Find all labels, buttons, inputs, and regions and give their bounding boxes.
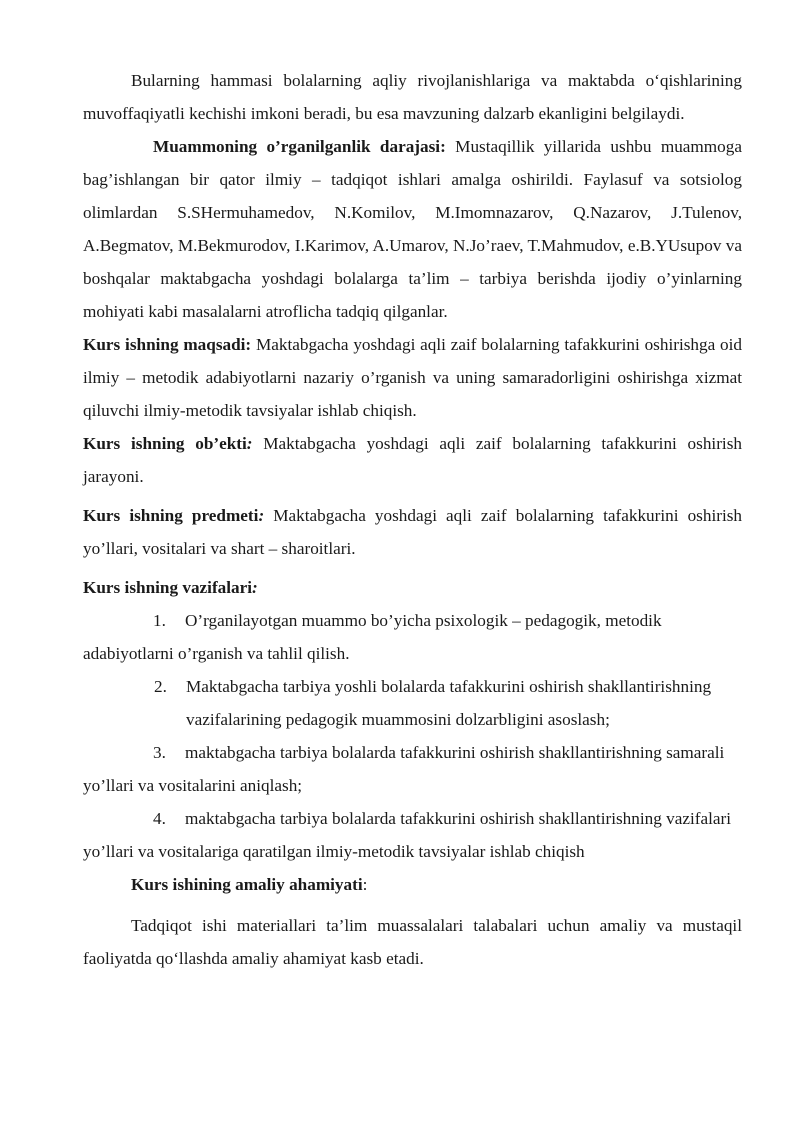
intro-paragraph: Bularning hammasi bolalarning aqliy rivojlanishlariga va maktabda o‘qishlarining muvoffaqiyatli kechishi imkoni beradi, bu esa mavzuning dalzarb ekanligini belgilaydi. xyxy=(83,71,742,123)
object-heading: Kurs ishning ob’ekti xyxy=(83,434,247,453)
study-degree-text: Mustaqillik yillarida ushbu muammoga bag’ishlangan bir qator ilmiy – tadqiqot ishlari amalga oshirildi. Faylasuf va sotsiolog olimlardan S.SHermuhamedov, N.Komilov, M.Imomnazarov, Q.Nazarov, J.Tulenov, A.Begmatov, M.Bekmurodov, I.Karimov, A.Umarov, N.Jo’raev, T.Mahmudov, e.B.YUsupov va boshqalar maktabgacha yoshdagi bolalarga ta’lim – tarbiya berishda ijodiy o’yinlarning mohiyati kabi masalalarni atroflicha tadqiq qilganlar. xyxy=(83,137,742,321)
object-colon: : xyxy=(246,434,253,453)
task-text: maktabgacha tarbiya bolalarda tafakkurini oshirish shakllantirishning vazifalari yo’llari va vositalariga qaratilgan ilmiy-metodik tavsiyalar ishlab chiqish xyxy=(83,809,731,861)
subject-colon: : xyxy=(258,506,265,525)
task-number: 2. xyxy=(154,677,167,696)
task-number: 4. xyxy=(153,809,166,828)
task-item xyxy=(83,604,742,670)
object-text: Maktabgacha yoshdagi aqli zaif bolalarning tafakkurini oshirish jarayoni. xyxy=(83,434,742,486)
task-item xyxy=(83,670,742,736)
task-item xyxy=(83,736,742,802)
object-paragraph xyxy=(83,427,742,493)
task-number: 1. xyxy=(153,611,166,630)
goal-text: Maktabgacha yoshdagi aqli zaif bolalarning tafakkurini oshirishga oid ilmiy – metodik adabiyotlarni nazariy o’rganish va uning samaradorligini oshirishga xizmat qiluvchi ilmiy-metodik tavsiyalar ishlab chiqish. xyxy=(83,335,742,420)
practical-heading: Kurs ishining amaliy ahamiyati xyxy=(131,875,363,894)
subject-paragraph xyxy=(83,499,742,565)
tasks-colon: : xyxy=(252,578,258,597)
task-text: O’rganilayotgan muammo bo’yicha psixologik – pedagogik, metodik adabiyotlarni o’rganish va tahlil qilish. xyxy=(83,611,662,663)
tasks-heading-paragraph xyxy=(83,571,742,604)
study-degree-paragraph xyxy=(83,130,742,328)
subject-text: Maktabgacha yoshdagi aqli zaif bolalarning tafakkurini oshirish yo’llari, vositalari va shart – sharoitlari. xyxy=(83,506,743,558)
document-page xyxy=(83,64,742,975)
goal-heading: Kurs ishning maqsadi: xyxy=(83,335,252,354)
task-text: maktabgacha tarbiya bolalarda tafakkurini oshirish shakllantirishning samarali yo’llari va vositalarini aniqlash; xyxy=(83,743,725,795)
practical-colon: : xyxy=(362,875,368,894)
tasks-heading: Kurs ishning vazifalari xyxy=(83,578,253,597)
study-degree-heading: Muammoning o’rganilganlik darajasi: xyxy=(153,137,446,156)
task-item xyxy=(83,802,742,868)
subject-heading: Kurs ishning predmeti xyxy=(83,506,259,525)
task-number: 3. xyxy=(153,743,166,762)
task-text: Maktabgacha tarbiya yoshli bolalarda tafakkurini oshirish shakllantirishning vazifalarining pedagogik muammosini dolzarbligini asoslash; xyxy=(186,677,712,729)
practical-heading-paragraph xyxy=(83,868,742,901)
goal-paragraph xyxy=(83,328,742,427)
practical-paragraph: Tadqiqot ishi materiallari ta’lim muassalalari talabalari uchun amaliy va mustaqil faoliyatda qo‘llashda amaliy ahamiyat kasb etadi. xyxy=(83,916,742,968)
